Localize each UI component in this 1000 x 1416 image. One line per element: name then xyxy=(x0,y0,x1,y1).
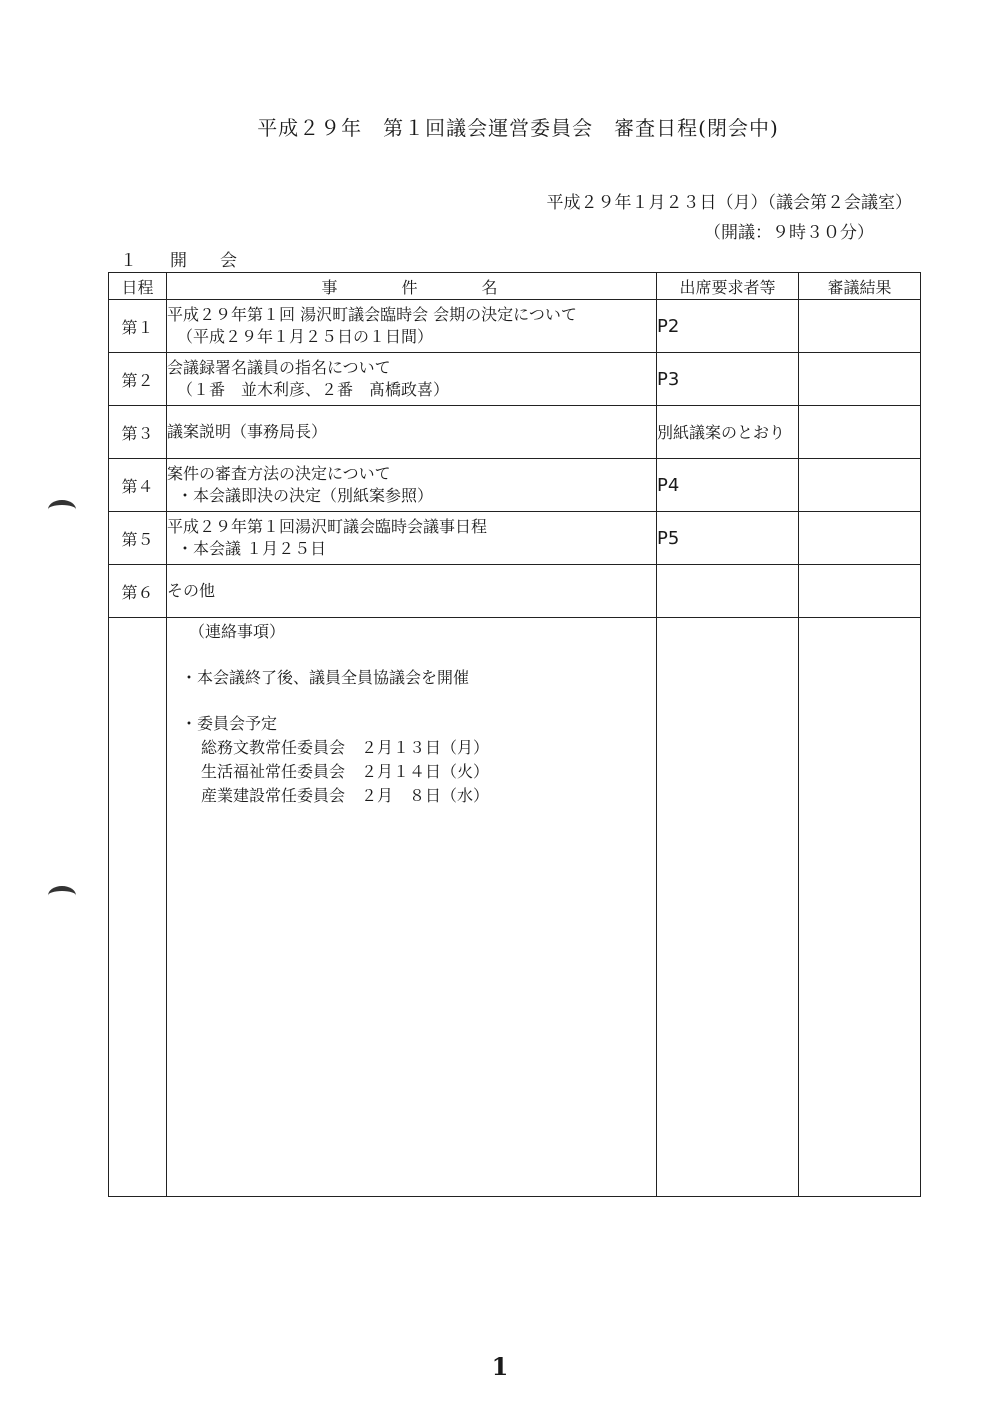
row-result xyxy=(799,459,921,512)
matter-line: その他 xyxy=(167,581,216,600)
header-matter: 事件名 xyxy=(167,273,657,300)
row-result xyxy=(799,406,921,459)
row-required: 別紙議案のとおり xyxy=(657,406,799,459)
row-day: 第６ xyxy=(109,565,167,618)
table-row xyxy=(109,353,921,406)
notes-heading: （連絡事項） xyxy=(189,622,286,641)
notes-result-cell xyxy=(799,618,921,1197)
schedule-table xyxy=(108,272,921,1197)
row-matter xyxy=(167,406,657,459)
row-required: P3 xyxy=(657,353,799,406)
matter-line: 会議録署名議員の指名について xyxy=(167,358,391,377)
matter-subline: （１番 並木利彦、２番 髙橋政喜） xyxy=(177,380,450,399)
row-required: P5 xyxy=(657,512,799,565)
row-matter xyxy=(167,353,657,406)
meeting-date: 平成２９年１月２３日（月）（議会第２会議室） xyxy=(546,193,912,213)
notes-day-cell xyxy=(109,618,167,1197)
notes-bullet: ・委員会予定 xyxy=(181,714,278,733)
section-heading: １ 開 会 xyxy=(120,251,245,271)
row-result xyxy=(799,353,921,406)
punch-hole-mark xyxy=(48,886,76,905)
row-required: P2 xyxy=(657,300,799,353)
table-row xyxy=(109,406,921,459)
table-row xyxy=(109,300,921,353)
row-matter xyxy=(167,459,657,512)
table-row xyxy=(109,512,921,565)
notes-row xyxy=(109,618,921,1197)
row-matter xyxy=(167,565,657,618)
header-day: 日程 xyxy=(109,273,167,300)
row-result xyxy=(799,512,921,565)
row-matter xyxy=(167,300,657,353)
header-required: 出席要求者等 xyxy=(657,273,799,300)
row-required: P4 xyxy=(657,459,799,512)
row-required xyxy=(657,565,799,618)
matter-subline: ・本会議即決の決定（別紙案参照） xyxy=(177,486,434,505)
table-header-row xyxy=(109,273,921,300)
matter-line: 平成２９年第１回 湯沢町議会臨時会 会期の決定について xyxy=(167,305,577,324)
matter-line: 案件の審査方法の決定について xyxy=(167,464,391,483)
punch-hole-mark xyxy=(48,500,76,519)
notes-required-cell xyxy=(657,618,799,1197)
row-day: 第５ xyxy=(109,512,167,565)
header-result: 審議結果 xyxy=(799,273,921,300)
committee-schedule: 総務文教常任委員会 ２月１３日（月） xyxy=(201,738,490,757)
notes-bullet: ・本会議終了後、議員全員協議会を開催 xyxy=(181,668,470,687)
table-row xyxy=(109,565,921,618)
matter-line: 平成２９年第１回湯沢町議会臨時会議事日程 xyxy=(167,517,488,536)
page-number: 1 xyxy=(491,1352,509,1381)
row-result xyxy=(799,565,921,618)
row-day: 第４ xyxy=(109,459,167,512)
table-row xyxy=(109,459,921,512)
row-day: 第１ xyxy=(109,300,167,353)
notes-cell xyxy=(167,618,657,1197)
row-matter xyxy=(167,512,657,565)
committee-schedule: 生活福祉常任委員会 ２月１４日（火） xyxy=(201,762,490,781)
meeting-time: （開議：９時３０分） xyxy=(704,223,874,243)
matter-subline: （平成２９年１月２５日の１日間） xyxy=(177,327,434,346)
row-day: 第３ xyxy=(109,406,167,459)
matter-subline: ・本会議 １月２５日 xyxy=(177,539,327,558)
committee-schedule: 産業建設常任委員会 ２月 ８日（水） xyxy=(201,786,490,805)
row-result xyxy=(799,300,921,353)
row-day: 第２ xyxy=(109,353,167,406)
matter-line: 議案説明（事務局長） xyxy=(167,422,328,441)
document-title: 平成２９年 第１回議会運営委員会 審査日程(閉会中) xyxy=(257,116,779,140)
